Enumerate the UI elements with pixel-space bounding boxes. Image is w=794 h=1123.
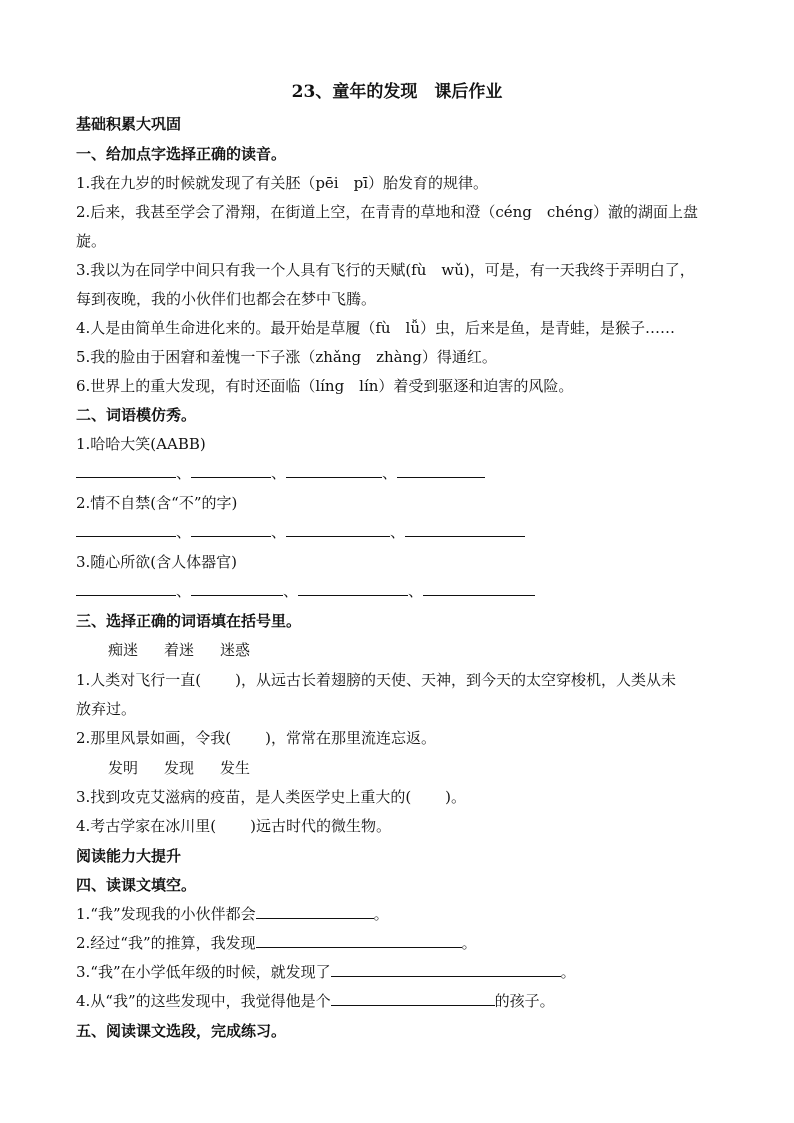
answer-blank[interactable] <box>286 522 390 537</box>
q1-item-2: 2.后来，我甚至学会了滑翔，在街道上空，在青青的草地和澄（céng chéng）澈的湖面上盘 <box>76 203 699 221</box>
question-2-heading: 二、词语模仿秀。 <box>76 406 197 424</box>
word-option: 发生 <box>220 759 251 777</box>
word-option: 着迷 <box>164 641 195 659</box>
q1-item-2-cont: 旋。 <box>76 232 107 250</box>
section-heading-basics: 基础积累大巩固 <box>76 115 182 133</box>
section-heading-reading: 阅读能力大提升 <box>76 847 182 865</box>
q3-item-4: 4.考古学家在冰川里( )远古时代的微生物。 <box>76 817 392 835</box>
answer-blank[interactable] <box>191 522 271 537</box>
q3-item-1-cont: 放弃过。 <box>76 700 137 718</box>
q1-item-1: 1.我在九岁的时候就发现了有关胚（pēi pī）胎发育的规律。 <box>76 174 488 192</box>
q4-item-2: 2.经过“我”的推算，我发现 。 <box>76 934 477 952</box>
q2-item-3: 3.随心所欲(含人体器官) <box>76 553 238 571</box>
answer-blank[interactable] <box>76 522 176 537</box>
answer-blank[interactable] <box>286 463 382 478</box>
answer-blank[interactable] <box>298 581 408 596</box>
answer-blank[interactable] <box>423 581 535 596</box>
word-option: 痴迷 <box>108 641 139 659</box>
word-option: 发明 <box>108 759 139 777</box>
q4-item-3: 3.“我”在小学低年级的时候，就发现了 。 <box>76 963 576 981</box>
q3-item-1: 1.人类对飞行一直( )，从远古长着翅膀的天使、天神，到今天的太空穿梭机，人类从未 <box>76 671 677 689</box>
word-option: 迷惑 <box>220 641 251 659</box>
answer-blank[interactable] <box>405 522 525 537</box>
q3-item-3: 3.找到攻克艾滋病的疫苗，是人类医学史上重大的( )。 <box>76 788 467 806</box>
answer-blank[interactable] <box>397 463 485 478</box>
answer-blank[interactable] <box>331 991 495 1006</box>
q1-item-6: 6.世界上的重大发现，有时还面临（líng lín）着受到驱逐和迫害的风险。 <box>76 377 574 395</box>
q4-item-4: 4.从“我”的这些发现中，我觉得他是个 的孩子。 <box>76 992 555 1010</box>
question-1-heading: 一、给加点字选择正确的读音。 <box>76 145 287 163</box>
answer-blank[interactable] <box>76 463 176 478</box>
q2-answer-row-3: 、 、 、 <box>76 581 726 601</box>
page-title: 23、童年的发现 课后作业 <box>291 82 503 102</box>
q3-word-options-1 <box>108 640 758 660</box>
q3-item-2: 2.那里风景如画，令我( )，常常在那里流连忘返。 <box>76 729 437 747</box>
q3-word-options-2 <box>108 758 758 778</box>
q4-item-1: 1.“我”发现我的小伙伴都会 。 <box>76 905 389 923</box>
answer-blank[interactable] <box>256 933 462 948</box>
q1-item-3-cont: 每到夜晚，我的小伙伴们也都会在梦中飞腾。 <box>76 290 377 308</box>
q2-answer-row-1: 、 、 、 <box>76 463 726 483</box>
answer-blank[interactable] <box>256 904 374 919</box>
answer-blank[interactable] <box>191 581 283 596</box>
q2-item-2: 2.情不自禁(含“不”的字) <box>76 494 238 512</box>
q1-item-3: 3.我以为在同学中间只有我一个人具有飞行的天赋(fù wǔ)，可是，有一天我终于弄明白了， <box>76 261 695 279</box>
question-5-heading: 五、阅读课文选段，完成练习。 <box>76 1022 287 1040</box>
question-3-heading: 三、选择正确的词语填在括号里。 <box>76 612 302 630</box>
q2-answer-row-2: 、 、 、 <box>76 522 726 542</box>
word-option: 发现 <box>164 759 195 777</box>
q2-item-1: 1.哈哈大笑(AABB) <box>76 435 206 453</box>
answer-blank[interactable] <box>331 962 561 977</box>
q1-item-4: 4.人是由简单生命进化来的。最开始是草履（fù lǚ）虫，后来是鱼，是青蛙，是猴子…… <box>76 319 675 337</box>
answer-blank[interactable] <box>191 463 271 478</box>
answer-blank[interactable] <box>76 581 176 596</box>
q1-item-5: 5.我的脸由于困窘和羞愧一下子涨（zhǎng zhàng）得通红。 <box>76 348 497 366</box>
question-4-heading: 四、读课文填空。 <box>76 876 197 894</box>
